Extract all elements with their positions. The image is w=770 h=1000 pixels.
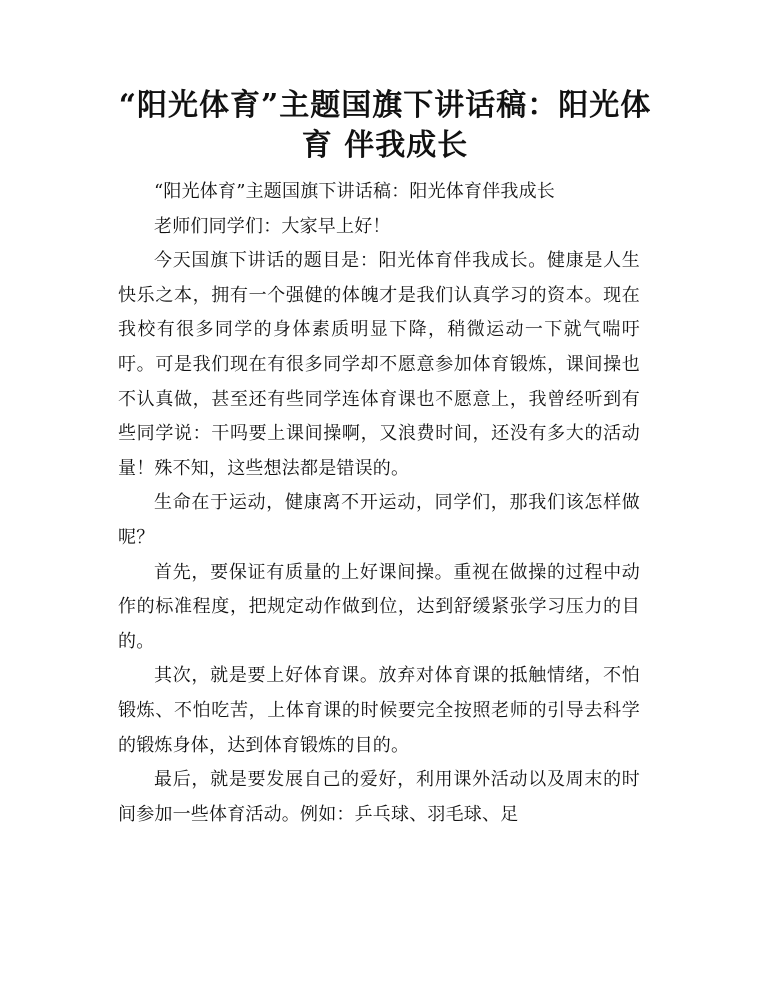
subtitle-paragraph: “阳光体育”主题国旗下讲话稿：阳光体育伴我成长 bbox=[154, 181, 556, 202]
body-paragraph: 生命在于运动，健康离不开运动，同学们，那我们该怎样做呢？ bbox=[118, 492, 640, 548]
document-body bbox=[118, 175, 640, 832]
body-paragraph: 其次，就是要上好体育课。放弃对体育课的抵触情绪，不怕锻炼、不怕吃苦，上体育课的时候要完全按照老师的引导去科学的锻炼身体，达到体育锻炼的目的。 bbox=[118, 665, 640, 756]
body-paragraph: 最后，就是要发展自己的爱好，利用课外活动以及周末的时间参加一些体育活动。例如：乒乓球、羽毛球、足 bbox=[118, 769, 640, 825]
body-paragraph: 首先，要保证有质量的上好课间操。重视在做操的过程中动作的标准程度，把规定动作做到位，达到舒缓紧张学习压力的目的。 bbox=[118, 561, 640, 652]
document-title: “阳光体育”主题国旗下讲话稿：阳光体育 伴我成长 bbox=[118, 88, 652, 163]
greeting-paragraph: 老师们同学们：大家早上好！ bbox=[154, 215, 391, 237]
body-paragraph: 今天国旗下讲话的题目是：阳光体育伴我成长。健康是人生快乐之本，拥有一个强健的体魄才是我们认真学习的资本。现在我校有很多同学的身体素质明显下降，稍微运动一下就气喘吁吁。可是我们现在有很多同学却不愿意参加体育锻炼，课间操也不认真做，甚至还有些同学连体育课也不愿意上，我曾经听到有些同学说：干吗要上课间操啊，又浪费时间，还没有多大的活动量！殊不知，这些想法都是错误的。 bbox=[118, 250, 640, 479]
